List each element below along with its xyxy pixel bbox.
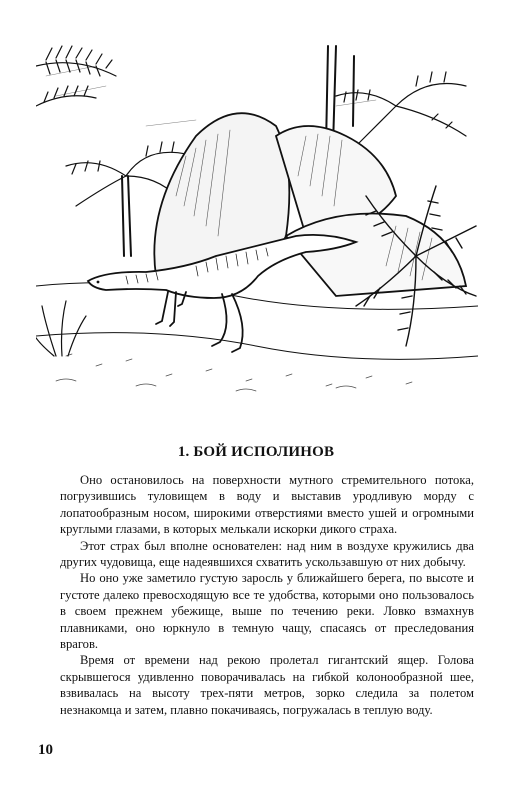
grass-left — [36, 301, 86, 356]
page-number: 10 — [38, 742, 53, 758]
paragraph: Этот страх был вполне основателен: над ним в воздухе кружились два других чудовища, еще надеявшихся схватить ускользавшую от них добычу. — [60, 538, 474, 570]
paragraph: Время от времени над рекою пролетал гигантский ящер. Голова скрывшегося удивленно поворачивалась на гибкой колонообразной шее, взвивалась на высоту трех-пяти метров, зорко следила за полетом незнакомца и затем, плавно покачиваясь, погружалась в теплую воду. — [60, 653, 474, 717]
dinosaur-eye — [97, 281, 100, 284]
body-text — [60, 472, 474, 718]
palm-right — [336, 72, 466, 146]
chapter-title: 1. БОЙ ИСПОЛИНОВ — [177, 444, 335, 460]
dinosaur-illustration — [36, 36, 478, 396]
ground-texture — [56, 354, 412, 391]
paragraph: Но оно уже заметило густую заросль у ближайшего берега, по высоте и густоте далеко превосходящую все те удобства, которыми оно пользовалось в своем прежнем убежище, выше по течению реки. Ловко взмахнув плавниками, оно юркнуло в темную чащу, спасаясь от преследования врагов. — [60, 571, 474, 652]
paragraph: Оно остановилось на поверхности мутного стремительного потока, погрузившись туловищем в воду и выставив уродливую морду с лопатообразным носом, широкими отверстиями вместо ушей и огромными круглыми глазами, в которых мелькали искорки дикого страха. — [60, 473, 474, 537]
fern-top-left — [36, 46, 116, 106]
